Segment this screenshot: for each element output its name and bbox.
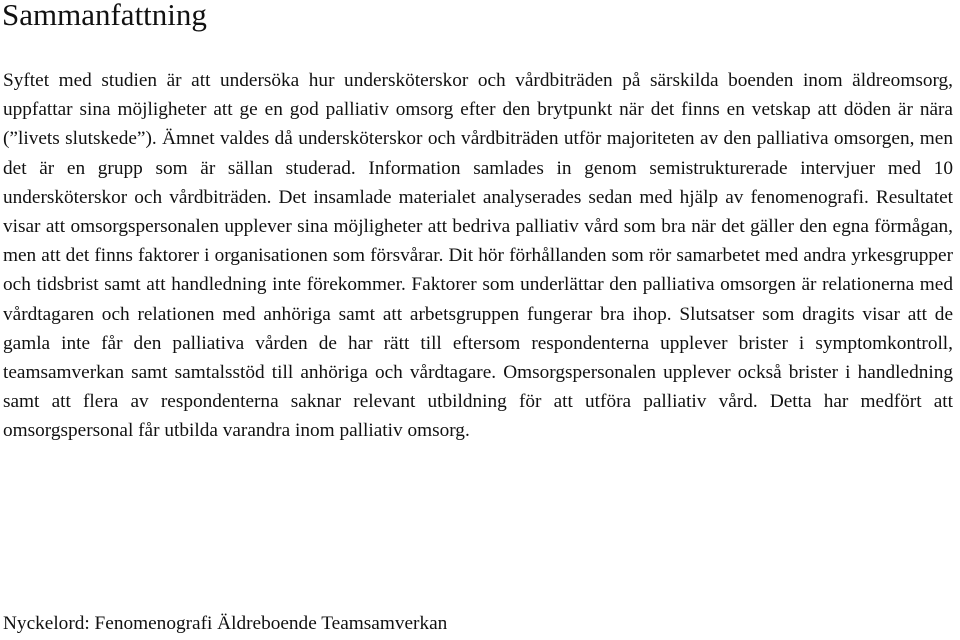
keywords-line: Nyckelord: Fenomenografi Äldreboende Teamsamverkan bbox=[3, 613, 448, 634]
page-title: Sammanfattning bbox=[2, 0, 207, 32]
abstract-paragraph: Syftet med studien är att undersöka hur undersköterskor och vårdbiträden på särskilda boenden inom äldreomsorg, uppfattar sina möjligheter att ge en god palliativ omsorg efter den brytpunkt när det finns en vetskap att döden är nära (”livets slutskede”). Ämnet valdes då undersköterskor och vårdbiträden utför majoriteten av den palliativa omsorgen, men det är en grupp som är sällan studerad. Information samlades in genom semistrukturerade intervjuer med 10 undersköterskor och vårdbiträden. Det insamlade materialet analyserades sedan med hjälp av fenomenografi. Resultatet visar att omsorgspersonalen upplever sina möjligheter att bedriva palliativ vård som bra när det gäller den egna förmågan, men att det finns faktorer i organisationen som försvårar. Dit hör förhållanden som rör samarbetet med andra yrkesgrupper och tidsbrist samt att handledning inte förekommer. Faktorer som underlättar den palliativa omsorgen är relationerna med vårdtagaren och relationen med anhöriga samt att arbetsgruppen fungerar bra ihop. Slutsatser som dragits visar att de gamla inte får den palliativa vården de har rätt till eftersom respondenterna upplever brister i symptomkontroll, teamsamverkan samt samtalsstöd till anhöriga och vårdtagare. Omsorgspersonalen upplever också brister i handledning samt att flera av respondenterna saknar relevant utbildning för att utföra palliativ vård. Detta har medfört att omsorgspersonal får utbilda varandra inom palliativ omsorg. bbox=[3, 70, 953, 442]
